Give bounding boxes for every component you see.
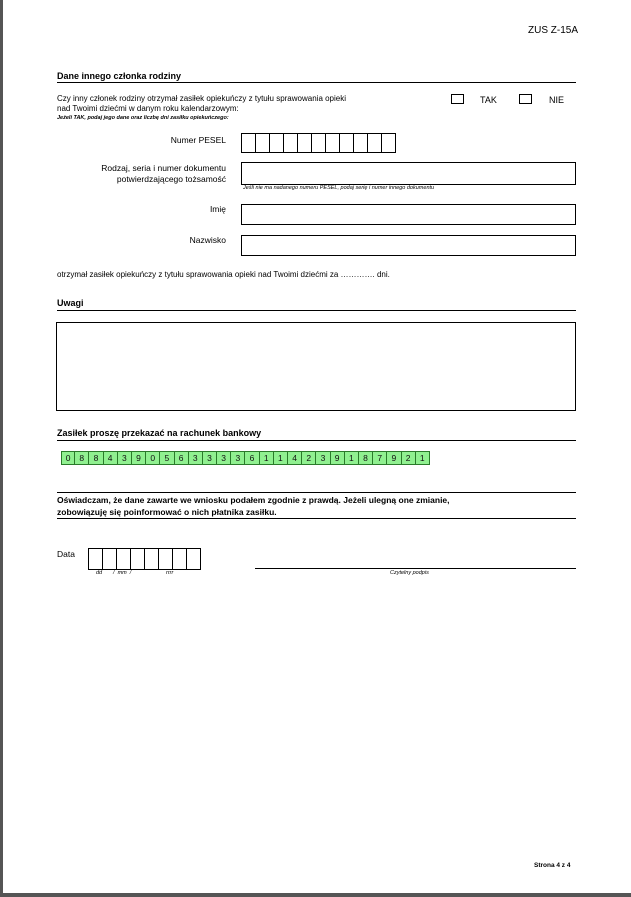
pesel-digit-cell[interactable] (354, 133, 368, 153)
form-code: ZUS Z-15A (528, 25, 579, 36)
declaration-line-1: Oświadczam, że dane zawarte we wniosku podałem zgodnie z prawdą. Jeżeli ulegną one zmianie, (57, 495, 450, 505)
pesel-label: Numer PESEL (170, 135, 226, 145)
bank-digit-cell[interactable]: 0 (146, 451, 160, 465)
pesel-digit-cell[interactable] (340, 133, 354, 153)
section-divider (57, 440, 576, 441)
bank-digit-cell[interactable]: 3 (316, 451, 330, 465)
date-label: Data (57, 549, 75, 559)
document-input[interactable] (241, 162, 576, 185)
bank-digit-cell[interactable]: 1 (260, 451, 274, 465)
pesel-digit-cell[interactable] (284, 133, 298, 153)
first-name-label: Imię (209, 204, 226, 214)
nie-checkbox[interactable] (519, 94, 532, 104)
date-digit-cell[interactable] (145, 548, 159, 570)
bank-digit-cell[interactable]: 9 (331, 451, 345, 465)
pesel-digit-cell[interactable] (242, 133, 256, 153)
pesel-digit-cell[interactable] (326, 133, 340, 153)
date-digit-cell[interactable] (131, 548, 145, 570)
date-format-yyyy: rrrr (166, 570, 174, 576)
pesel-digit-cell[interactable] (382, 133, 396, 153)
bank-digit-cell[interactable]: 8 (75, 451, 89, 465)
bank-digit-cell[interactable]: 9 (387, 451, 401, 465)
document-hint: Jeśli nie ma nadanego numeru PESEL, podaj serię i numer innego dokumentu (243, 185, 435, 191)
bank-digit-cell[interactable]: 3 (118, 451, 132, 465)
bank-digit-cell[interactable]: 9 (132, 451, 146, 465)
bank-digit-cell[interactable]: 7 (373, 451, 387, 465)
viewer-left-border (0, 0, 3, 897)
bank-digit-cell[interactable]: 3 (217, 451, 231, 465)
signature-caption: Czytelny podpis (390, 570, 429, 576)
bank-account-input[interactable] (61, 451, 430, 465)
page-number: Strona 4 z 4 (534, 862, 571, 869)
tak-checkbox[interactable] (451, 94, 464, 104)
date-digit-cell[interactable] (117, 548, 131, 570)
bank-digit-cell[interactable]: 2 (402, 451, 416, 465)
days-sentence: otrzymał zasiłek opiekuńczy z tytułu sprawowania opieki nad Twoimi dziećmi za …………. dni. (57, 270, 390, 279)
bank-digit-cell[interactable]: 2 (302, 451, 316, 465)
pesel-digit-cell[interactable] (368, 133, 382, 153)
question-hint: Jeżeli TAK, podaj jego dane oraz liczbę dni zasiłku opiekuńczego: (57, 115, 229, 121)
nie-label: NIE (549, 95, 565, 105)
signature-line[interactable] (255, 568, 576, 569)
document-label-line-1: Rodzaj, seria i numer dokumentu (101, 163, 226, 173)
date-digit-cell[interactable] (103, 548, 117, 570)
pesel-digit-cell[interactable] (270, 133, 284, 153)
date-digit-cell[interactable] (187, 548, 201, 570)
question-text (57, 94, 346, 114)
date-digit-cell[interactable] (173, 548, 187, 570)
bank-digit-cell[interactable]: 1 (345, 451, 359, 465)
bank-digit-cell[interactable]: 6 (175, 451, 189, 465)
pesel-digit-cell[interactable] (256, 133, 270, 153)
date-digit-cell[interactable] (89, 548, 103, 570)
date-format-mm: / mm / (113, 570, 132, 576)
bank-digit-cell[interactable]: 3 (189, 451, 203, 465)
declaration-bottom-rule (57, 518, 576, 519)
viewer-bottom-border (0, 893, 631, 897)
bank-digit-cell[interactable]: 5 (160, 451, 174, 465)
declaration-line-2: zobowiązuję się poinformować o nich płatnika zasiłku. (57, 507, 277, 517)
section-title-family-member: Dane innego członka rodziny (57, 71, 182, 81)
document-label (60, 163, 226, 185)
remarks-textarea[interactable] (56, 322, 576, 411)
section-divider (57, 310, 576, 311)
bank-digit-cell[interactable]: 1 (416, 451, 430, 465)
tak-label: TAK (480, 95, 497, 105)
bank-digit-cell[interactable]: 3 (203, 451, 217, 465)
section-divider (57, 82, 576, 83)
date-format-dd: dd (96, 570, 103, 576)
bank-digit-cell[interactable]: 8 (359, 451, 373, 465)
section-title-remarks: Uwagi (57, 298, 84, 308)
last-name-label: Nazwisko (189, 235, 226, 245)
pesel-input[interactable] (241, 133, 396, 153)
pesel-digit-cell[interactable] (298, 133, 312, 153)
date-digit-cell[interactable] (159, 548, 173, 570)
bank-digit-cell[interactable]: 1 (274, 451, 288, 465)
bank-digit-cell[interactable]: 4 (288, 451, 302, 465)
bank-digit-cell[interactable]: 3 (231, 451, 245, 465)
bank-digit-cell[interactable]: 8 (89, 451, 103, 465)
pesel-digit-cell[interactable] (312, 133, 326, 153)
document-label-line-2: potwierdzającego tożsamość (116, 174, 226, 184)
first-name-input[interactable] (241, 204, 576, 225)
section-title-bank-account: Zasiłek proszę przekazać na rachunek bankowy (57, 428, 262, 438)
declaration-top-rule (57, 492, 576, 493)
question-line-2: nad Twoimi dziećmi w danym roku kalendarzowym: (57, 104, 239, 113)
bank-digit-cell[interactable]: 6 (245, 451, 259, 465)
date-input[interactable] (88, 548, 201, 570)
bank-digit-cell[interactable]: 4 (104, 451, 118, 465)
bank-digit-cell[interactable]: 0 (61, 451, 75, 465)
declaration-text (57, 494, 450, 518)
question-line-1: Czy inny członek rodziny otrzymał zasiłek opiekuńczy z tytułu sprawowania opieki (57, 94, 347, 103)
last-name-input[interactable] (241, 235, 576, 256)
